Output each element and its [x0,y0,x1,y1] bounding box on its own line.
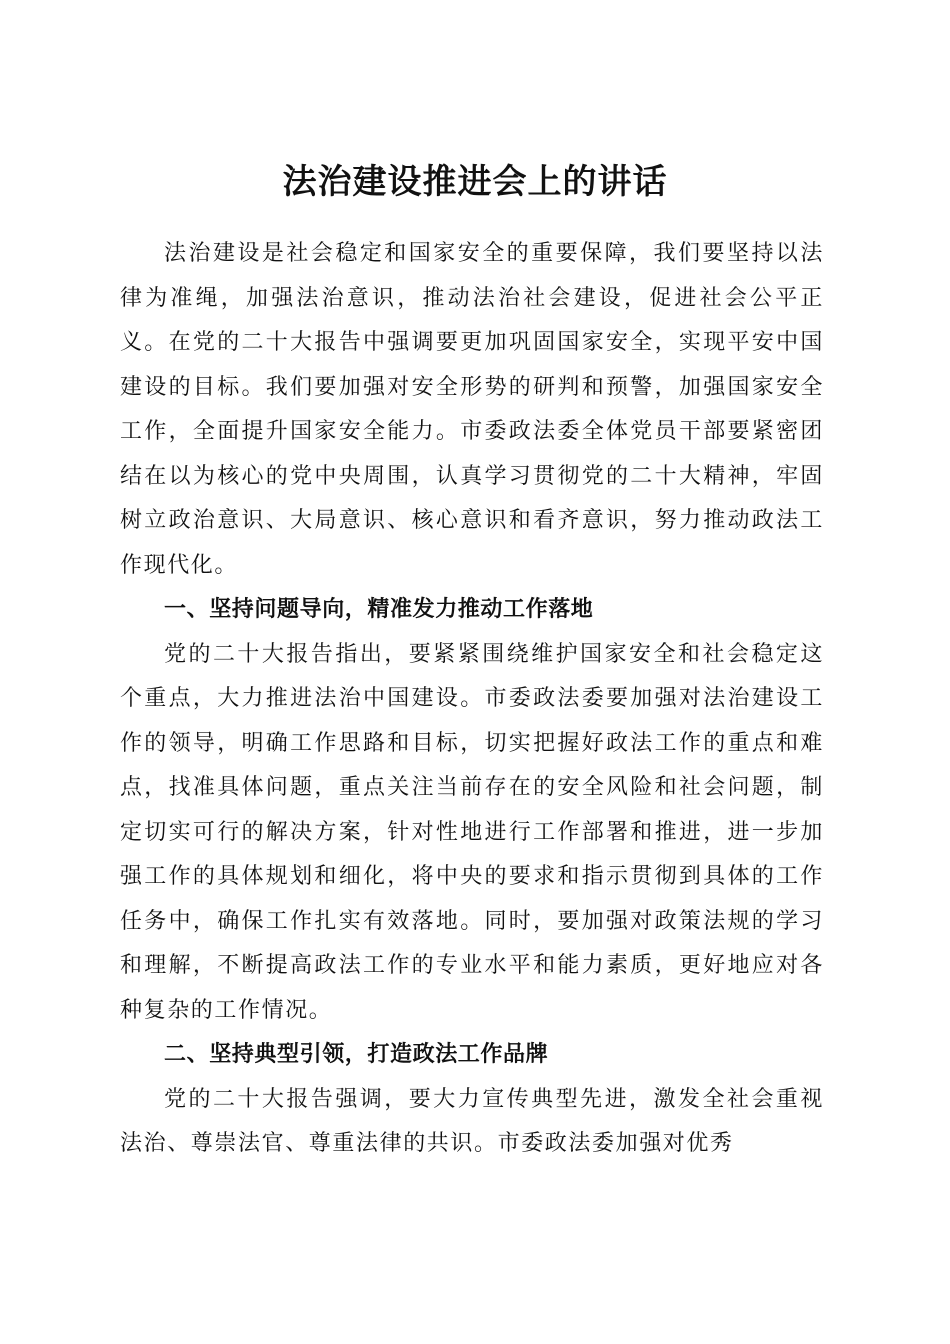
section-paragraph-1: 党的二十大报告指出，要紧紧围绕维护国家安全和社会稳定这个重点，大力推进法治中国建设。市委政法委要加强对法治建设工作的领导，明确工作思路和目标，切实把握好政法工作的重点和难点，找准具体问题，重点关注当前存在的安全风险和社会问题，制定切实可行的解决方案，针对性地进行工作部署和推进，进一步加强工作的具体规划和细化，将中央的要求和指示贯彻到具体的工作任务中，确保工作扎实有效落地。同时，要加强对政策法规的学习和理解，不断提高政法工作的专业水平和能力素质，更好地应对各种复杂的工作情况。 [120,641,824,1023]
document-body [120,232,824,1167]
document-title: 法治建设推进会上的讲话 [282,161,668,202]
section-heading-2: 二、坚持典型引领，打造政法工作品牌 [164,1042,549,1067]
intro-paragraph: 法治建设是社会稳定和国家安全的重要保障，我们要坚持以法律为准绳，加强法治意识，推动法治社会建设，促进社会公平正义。在党的二十大报告中强调要更加巩固国家安全，实现平安中国建设的目标。我们要加强对安全形势的研判和预警，加强国家安全工作，全面提升国家安全能力。市委政法委全体党员干部要紧密团结在以为核心的党中央周围，认真学习贯彻党的二十大精神，牢固树立政治意识、大局意识、核心意识和看齐意识，努力推动政法工作现代化。 [120,241,824,578]
section-paragraph-2: 党的二十大报告强调，要大力宣传典型先进，激发全社会重视法治、尊崇法官、尊重法律的共识。市委政法委加强对优秀 [120,1086,824,1156]
section-heading-1: 一、坚持问题导向，精准发力推动工作落地 [164,597,594,622]
